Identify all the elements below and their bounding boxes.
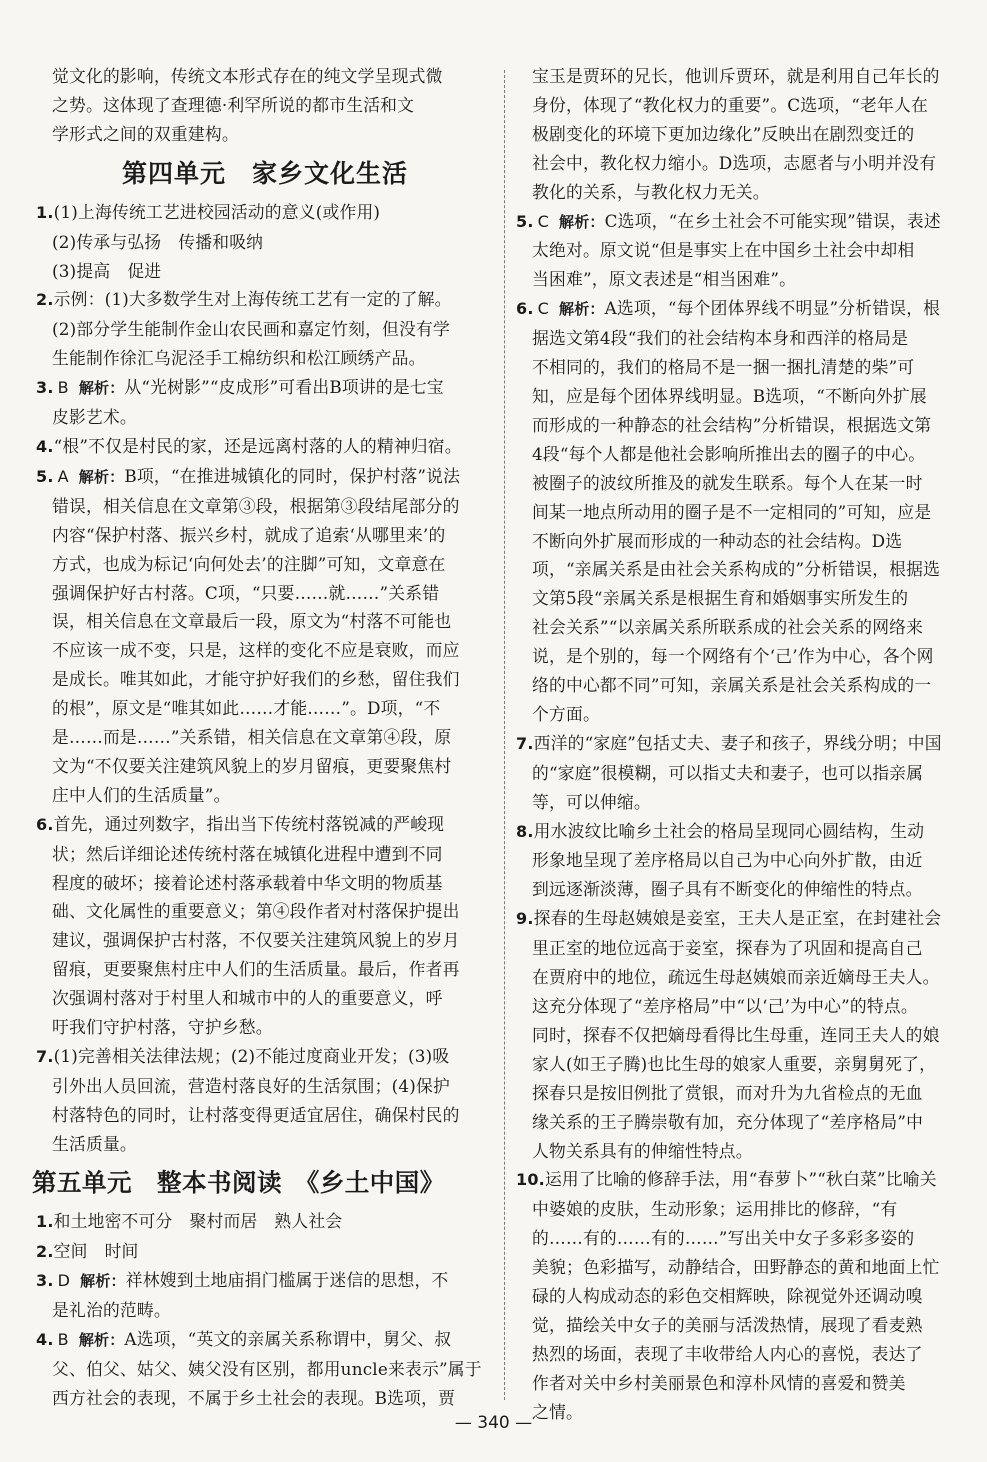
text-line [36, 665, 494, 694]
line-text: 吁我们守护村落，守护乡愁。 [52, 1017, 273, 1038]
unit4-heading: 第四单元 家乡文化生活 [121, 158, 408, 188]
line-text: 是礼治的范畴。 [52, 1300, 171, 1321]
line-text: 从“光树影”“皮成形”可看出B项讲的是七宝 [124, 377, 444, 398]
text-line [36, 752, 494, 781]
item-number: 2. [36, 290, 54, 310]
text-line [36, 1101, 494, 1130]
text-line [516, 469, 968, 498]
line-text: 强调保护好古村落。C项，“只要……就……”关系错 [52, 582, 440, 603]
text-line [516, 353, 968, 382]
text-line [516, 1137, 968, 1166]
text-line [36, 955, 494, 984]
line-text: 是成长。唯其如此，才能守护好我们的乡愁，留住我们 [52, 669, 460, 690]
line-text: 文为“不仅要关注建筑风貌上的岁月留痕，更要聚焦村 [52, 755, 452, 776]
text-line [36, 315, 494, 344]
line-text: 误，相关信息在文章最后一段，原文为“村落不可能也 [52, 611, 452, 632]
text-line [36, 781, 494, 810]
text-line [36, 492, 494, 521]
text-line [36, 1013, 494, 1042]
text-line [516, 671, 968, 700]
line-text: 西方社会的表现，不属于乡土社会的表现。B选项，贾 [52, 1388, 456, 1409]
line-text: (2)传承与弘扬 传播和吸纳 [52, 231, 264, 252]
text-line [36, 344, 494, 373]
line-text: 觉文化的影响，传统文本形式存在的纯文学呈现式微 [52, 66, 443, 86]
right-column [516, 62, 968, 1427]
line-text: 社会关系”“以亲属关系所联系成的社会关系的网络来 [532, 617, 924, 638]
line-text: 庄中人们的生活质量”。 [52, 784, 231, 805]
item-number: 3. [36, 378, 54, 398]
line-text: 间某一地点所动用的圈子是不一定相同的”可知，应是 [532, 501, 932, 522]
item-number: 6. [516, 299, 534, 319]
answer-item-line [36, 462, 494, 492]
text-line [516, 963, 968, 992]
unit3-continued-text [36, 62, 494, 149]
text-line [516, 846, 968, 875]
text-line [36, 62, 494, 91]
line-text: 个方面。 [532, 703, 600, 724]
text-line [36, 1130, 494, 1159]
line-text: 碌的人构成动态的彩色交相辉映，除视觉外还调动嗅 [532, 1286, 923, 1307]
line-text: 学形式之间的双重建构。 [52, 123, 239, 144]
line-text: 美貌；色彩描写，动静结合，田野静态的黄和地面上忙 [532, 1257, 940, 1278]
line-text: 建议，强调保护古村落，不仅要关注建筑风貌上的岁月 [52, 930, 460, 951]
text-line [36, 1355, 494, 1384]
line-text: 教化的关系，与教化权力无关。 [532, 181, 770, 202]
answer-item-line [516, 207, 968, 237]
answer-choice: D [57, 1271, 71, 1291]
line-text: 留痕，更要聚焦村庄中人们的生活质量。最后，作者再 [52, 959, 460, 980]
text-line [36, 257, 494, 286]
line-text: 中婆娘的皮肤，生动形象；运用排比的修辞，“有 [532, 1199, 898, 1220]
line-text: (3)提高 促进 [52, 260, 162, 281]
item-number: 8. [516, 821, 534, 841]
line-text: 村落特色的同时，让村落变得更适宜居住，确保村民的 [52, 1104, 460, 1125]
text-line [36, 723, 494, 752]
line-text: A选项，“每个团体界线不明显”分析错误，根 [604, 298, 941, 319]
text-line [36, 926, 494, 955]
answer-item-line [516, 904, 968, 934]
text-line [516, 1340, 968, 1369]
line-text: 错误，相关信息在文章第③段，根据第③段结尾部分的 [52, 495, 460, 516]
text-line [516, 788, 968, 817]
analysis-label: 解析： [559, 300, 605, 319]
line-text: 络的中心都不同”可知，亲属关系是社会关系构成的一 [532, 675, 932, 696]
item-number: 7. [516, 733, 534, 753]
text-line [516, 178, 968, 207]
line-text: 这充分体现了“差序格局”中“以‘己’为中心”的特点。 [532, 996, 918, 1016]
text-line [36, 1296, 494, 1325]
answer-choice: A [57, 466, 69, 486]
text-line [36, 91, 494, 120]
text-line [516, 382, 968, 411]
item-number: 5. [36, 466, 54, 486]
column-divider [504, 70, 505, 1400]
text-line [36, 579, 494, 608]
item-number: 2. [36, 1241, 54, 1261]
text-line [516, 992, 968, 1021]
text-line [516, 1311, 968, 1340]
analysis-label: 解析： [80, 1272, 126, 1291]
line-text: 皮影艺术。 [52, 407, 137, 428]
item-number: 10. [516, 1170, 545, 1190]
item-number: 4. [36, 436, 54, 456]
text-line [36, 550, 494, 579]
answer-item-line [516, 1165, 968, 1195]
unit5-answers-part1 [36, 1207, 494, 1413]
line-text: 祥林嫂到土地庙捐门槛属于迷信的思想，不 [125, 1270, 449, 1291]
text-line [516, 555, 968, 584]
line-text: 觉，描绘关中女子的美丽与活泼热情，展现了看麦熟 [532, 1314, 923, 1335]
text-line [516, 875, 968, 904]
line-text: 太绝对。原文说“但是事实上在中国乡土社会中却相 [532, 240, 915, 261]
item-number: 7. [36, 1047, 54, 1066]
line-text: 4段“每个人都是他社会影响所推出去的圈子的中心。 [532, 443, 926, 464]
text-line [36, 984, 494, 1013]
text-line [36, 1072, 494, 1101]
item-number: 3. [36, 1271, 54, 1291]
line-text: 等，可以伸缩。 [532, 791, 651, 812]
text-line [516, 1369, 968, 1398]
line-text: 之情。 [532, 1401, 583, 1422]
line-text: 和土地密不可分 聚村而居 熟人社会 [53, 1210, 343, 1231]
line-text: 内容“保护村落、振兴乡村，就成了追索‘从哪里来’的 [52, 524, 446, 545]
analysis-label: 解析： [78, 379, 125, 398]
unit4-answers [36, 198, 494, 1159]
line-text: 的……有的……有的……”写出关中女子多彩多姿的 [532, 1228, 915, 1249]
text-line [36, 1384, 494, 1413]
line-text: 文第5段“亲属关系是根据生育和婚姻事实所发生的 [532, 588, 909, 609]
text-line [516, 1282, 968, 1311]
line-text: 到远逐渐淡薄，圈子具有不断变化的伸缩性的特点。 [532, 879, 923, 900]
text-line [36, 636, 494, 665]
line-text: 次强调村落对于村里人和城市中的人的重要意义，呼 [52, 988, 443, 1009]
line-text: 不相同的，我们的格局不是一捆一捆扎清楚的柴”可 [532, 357, 915, 378]
text-line [36, 607, 494, 636]
analysis-label: 解析： [78, 467, 125, 486]
item-number: 5. [516, 211, 534, 231]
line-text: 方式，也成为标记‘向何处去’的注脚”可知，文章意在 [52, 553, 446, 574]
line-text: 被圈子的波纹所推及的就发生联系。每个人在某一时 [532, 472, 923, 493]
line-text: B项，“在推进城镇化的同时，保护村落”说法 [124, 465, 461, 486]
item-number: 6. [36, 814, 54, 834]
item-number: 9. [516, 909, 534, 929]
line-text: 生活质量。 [52, 1133, 137, 1154]
unit5-answers-part2 [516, 62, 968, 1427]
line-text: 用水波纹比喻乡土社会的格局呈现同心圆结构，生动 [533, 820, 925, 841]
text-line [516, 759, 968, 788]
line-text: (1)上海传统工艺进校园活动的意义(或作用) [53, 201, 381, 222]
answer-choice: B [57, 378, 69, 398]
line-text: 首先，通过列数字，指出当下传统村落锐减的严峻现 [53, 813, 445, 834]
line-text: 引外出人员回流，营造村落良好的生活氛围；(4)保护 [52, 1075, 450, 1096]
line-text: 而形成的一种静态的社会结构”分析错误，根据选文第 [532, 414, 932, 435]
line-text: 础、文化属性的重要意义；第④段作者对村落保护提出 [52, 901, 460, 922]
answer-item-line [36, 1207, 494, 1237]
answer-item-line [36, 1266, 494, 1296]
line-text: (1)完善相关法律法规；(2)不能过度商业开发；(3)吸 [53, 1046, 450, 1066]
line-text: 社会中，教化权力缩小。D选项，志愿者与小明并没有 [532, 152, 937, 173]
text-line [516, 700, 968, 729]
answer-choice: C [537, 211, 549, 231]
line-text: 作者对关中乡村美丽景色和淳朴风情的喜爱和赞美 [532, 1372, 906, 1393]
answer-choice: C [537, 299, 549, 319]
answer-item-line [516, 817, 968, 847]
text-line [516, 1195, 968, 1224]
text-line [516, 120, 968, 149]
line-text: 不断向外扩展而形成的一种动态的社会结构。D选 [532, 530, 903, 551]
text-line [516, 149, 968, 178]
text-line [516, 440, 968, 469]
left-column [32, 62, 494, 1413]
item-number: 1. [36, 202, 54, 222]
item-number: 4. [36, 1330, 54, 1350]
text-line [516, 1021, 968, 1050]
line-text: 生能制作徐汇乌泥泾手工棉纺织和松江顾绣产品。 [52, 348, 426, 369]
line-text: 项，“亲属关系是由社会关系构成的”分析错误，根据选 [532, 559, 941, 580]
text-line [36, 403, 494, 432]
answer-item-line [36, 432, 494, 462]
answer-item-line [36, 373, 494, 403]
text-line [516, 91, 968, 120]
line-text: 程度的破坏；接着论述村落承载着中华文明的物质基 [52, 872, 443, 893]
answer-item-line [36, 1237, 494, 1267]
line-text: 形象地呈现了差序格局以自己为中心向外扩散，由近 [532, 850, 923, 871]
text-line [36, 120, 494, 149]
line-text: 探春只是按旧例批了赏银，而对升为九省检点的无血 [532, 1082, 923, 1103]
text-line [36, 897, 494, 926]
line-text: 当困难”，原文表述是“相当困难”。 [532, 269, 797, 290]
line-text: 之势。这体现了查理德·利罕所说的都市生活和文 [52, 94, 415, 115]
answer-item-line [36, 1042, 494, 1072]
analysis-label: 解析： [559, 212, 605, 231]
line-text: 里正室的地位远高于妾室，探春为了巩固和提高自己 [532, 938, 923, 959]
text-line [516, 934, 968, 963]
line-text: 知，应是每个团体界线明显。B选项，“不断向外扩展 [532, 385, 927, 406]
item-number: 1. [36, 1211, 54, 1231]
text-line [516, 498, 968, 527]
line-text: 极剧变化的环境下更加边缘化”反映出在剧烈变迁的 [532, 123, 915, 144]
text-line [36, 869, 494, 898]
answer-item-line [516, 729, 968, 759]
line-text: 运用了比喻的修辞手法，用“春萝卜”“秋白菜”比喻关 [544, 1169, 937, 1190]
text-line [516, 613, 968, 642]
answer-item-line [36, 810, 494, 840]
answer-item-line [36, 1325, 494, 1355]
line-text: 父、伯父、姑父、姨父没有区别，都用uncle来表示”属于 [52, 1359, 482, 1380]
text-line [516, 1050, 968, 1079]
answer-item-line [516, 294, 968, 324]
line-text: 西洋的“家庭”包括丈夫、妻子和孩子，界线分明；中国 [533, 732, 942, 753]
answer-choice: B [57, 1330, 69, 1350]
text-line [36, 694, 494, 723]
line-text: 是……而是……”关系错，相关信息在文章第④段，原 [52, 727, 452, 748]
line-text: 的根”，原文是“唯其如此……才能……”。D项，“不 [52, 698, 441, 719]
text-line [516, 324, 968, 353]
text-line [516, 62, 968, 91]
analysis-label: 解析： [78, 1331, 125, 1350]
text-line [516, 265, 968, 294]
text-line [516, 1253, 968, 1282]
text-line [516, 1108, 968, 1137]
line-text: “根”不仅是村民的家，还是远离村落的人的精神归宿。 [53, 435, 462, 456]
text-line [36, 521, 494, 550]
answer-item-line [36, 285, 494, 315]
line-text: 人物关系具有的伸缩性特点。 [532, 1140, 753, 1161]
line-text: 不应该一成不变，只是，这样的变化不应是衰败，而应 [52, 640, 460, 661]
line-text: 空间 时间 [53, 1240, 139, 1261]
line-text: 状；然后详细论述传统村落在城镇化进程中遭到不同 [52, 843, 443, 864]
line-text: C选项，“在乡土社会不可能实现”错误，表述 [604, 210, 941, 231]
text-line [36, 228, 494, 257]
line-text: 身份，体现了“教化权力的重要”。C选项，“老年人在 [532, 94, 928, 115]
text-line [516, 1224, 968, 1253]
answer-item-line [36, 198, 494, 228]
line-text: (2)部分学生能制作金山农民画和嘉定竹刻，但没有学 [52, 319, 450, 340]
line-text: 宝玉是贾环的兄长，他训斥贾环，就是利用自己年长的 [532, 66, 940, 86]
line-text: 探春的生母赵姨娘是妾室，王夫人是正室，在封建社会 [533, 908, 942, 929]
line-text: 说，是个别的，每一个网络有个‘己’作为中心，各个网 [532, 646, 934, 667]
line-text: 家人(如王子腾)也比生母的娘家人重要，亲舅舅死了， [532, 1053, 937, 1074]
line-text: 热烈的场面，表现了丰收带给人内心的喜悦，表达了 [532, 1343, 923, 1364]
line-text: 示例：(1)大多数学生对上海传统工艺有一定的了解。 [53, 289, 452, 310]
page-number: — 340 — [454, 1413, 533, 1433]
line-text: 缘关系的王子腾崇敬有加，充分体现了“差序格局”中 [532, 1111, 924, 1132]
text-line [516, 584, 968, 613]
text-line [516, 411, 968, 440]
text-line [516, 527, 968, 556]
line-text: 同时，探春不仅把嫡母看得比生母重，连同王夫人的娘 [532, 1024, 940, 1045]
line-text: 在贾府中的地位，疏远生母赵姨娘而亲近嫡母王夫人。 [532, 967, 940, 988]
text-line [516, 1079, 968, 1108]
text-line [36, 840, 494, 869]
text-line [516, 642, 968, 671]
line-text: A选项，“英文的亲属关系称谓中，舅父、叔 [124, 1329, 452, 1350]
line-text: 的“家庭”很模糊，可以指丈夫和妻子，也可以指亲属 [532, 762, 924, 783]
text-line [516, 236, 968, 265]
unit5-heading: 第五单元 整本书阅读 《乡土中国》 [32, 1167, 445, 1197]
line-text: 据选文第4段“我们的社会结构本身和西洋的格局是 [532, 328, 909, 349]
